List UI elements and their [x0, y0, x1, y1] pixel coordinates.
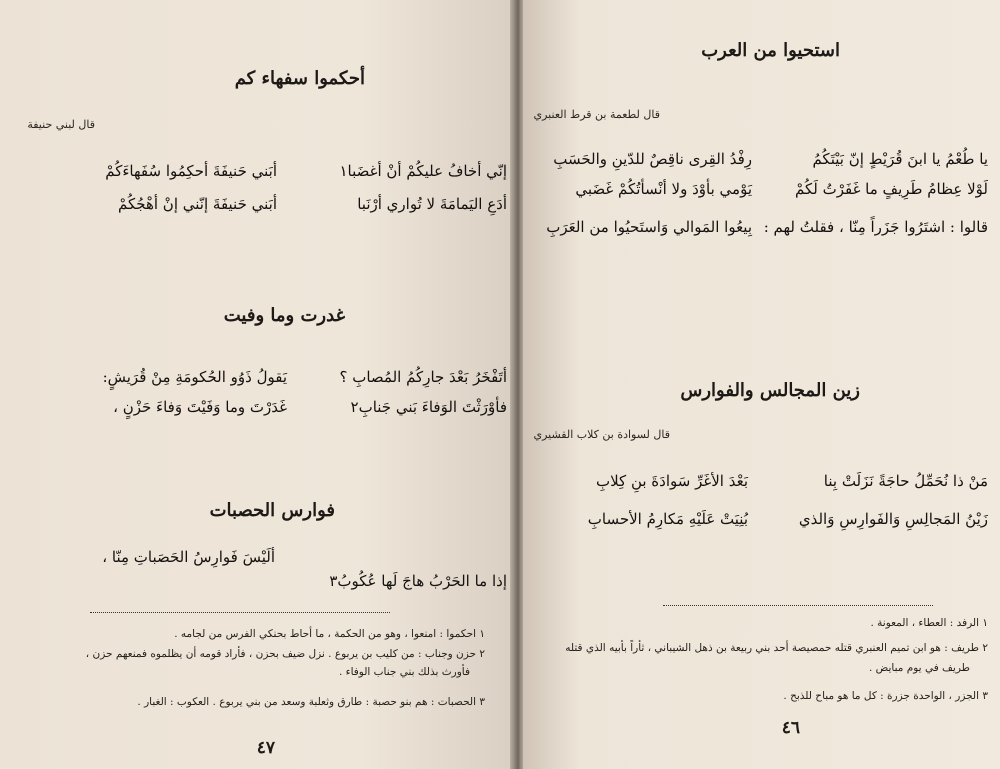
verse-hemistich: يا طُعْمُ يا ابنَ قُرَيْطٍ إنّ بَيْتَكُمُ	[812, 150, 988, 168]
poem-title: زين المجالس والفوارس	[680, 380, 860, 401]
verse-hemistich: إذا ما الحَرْبُ هاجَ لَها عُكُوبُ٣	[329, 572, 507, 590]
verse-hemistich: أبَني حَنيفَةَ أحكِمُوا سُفَهاءَكُمْ	[105, 162, 277, 180]
poem-attribution: قال لبني حنيفة	[27, 118, 95, 131]
verse-hemistich: إنّي أخافُ عليكُمْ أنْ أغضَبا١	[339, 162, 507, 180]
verse-hemistich: مَنْ ذا نُحَمِّلُ حاجَةً نَزَلَتْ بِنا	[823, 472, 988, 490]
footnote: ٢ حزن وجناب : من كليب بن يربوع . نزل ضيف بحزن ، فأراد قومه أن يظلموه فمنعهم حزن ،	[85, 648, 485, 660]
footnote-divider	[90, 612, 390, 613]
verse-hemistich: بُنِيَتْ عَلَيْهِ مَكارِمُ الأحسابِ	[587, 510, 748, 528]
verse-hemistich: أتَفْخَرُ بَعْدَ جارِكُمُ المُصابِ ؟	[339, 368, 507, 386]
footnote: ١ احكموا : امنعوا ، وهو من الحكمة ، ما أحاط بحنكي الفرس من لجامه .	[174, 628, 485, 640]
footnote: ١ الرفد : العطاء ، المعونة .	[870, 617, 988, 629]
poem-attribution: قال لطعمة بن قرط العنبري	[533, 108, 660, 121]
verse-hemistich: لَوْلا عِظامُ طَرِيفٍ ما غَفَرْتُ لَكُمْ	[794, 180, 988, 198]
verse-hemistich: غَدَرْتَ وما وَفَيْتَ وَفاءَ حَزْنٍ ،	[113, 398, 287, 416]
poem-title: أحكموا سفهاء كم	[234, 68, 365, 89]
verse-hemistich: ألَيْسَ فَوارِسُ الحَصَباتِ مِنّا ،	[102, 548, 275, 566]
verse-hemistich: بِيعُوا المَوالي وَاستَحيُوا من العَرَبِ	[546, 218, 752, 236]
poem-attribution: قال لسوادة بن كلاب القشيري	[533, 428, 670, 441]
poem-title: استحيوا من العرب	[701, 40, 840, 61]
verse-hemistich: أدَعِ اليَمامَةَ لا تُواري أرْنَبا	[357, 195, 507, 213]
page-number: ٤٦	[781, 718, 800, 738]
footnote: ٣ الحصبات : هم بنو حصبة : طارق وثعلبة وسعد من بني يربوع . العكوب : الغبار .	[137, 696, 485, 708]
page-number: ٤٧	[256, 738, 275, 758]
verse-hemistich: أبَني حَنيفَةَ إنّني إنْ أهْجُكُمْ	[118, 195, 277, 213]
verse-hemistich: فأوْرَثْتَ الوَفاءَ بَني جَنابِ٢	[350, 398, 507, 416]
footnote: طريف في يوم مبايض .	[868, 662, 970, 674]
poem-title: غدرت وما وفيت	[223, 305, 345, 326]
verse-hemistich: رِفْدُ القِرى ناقِصٌ للدّينِ والحَسَبِ	[553, 150, 752, 168]
verse-hemistich: زَيْنُ المَجالِسِ وَالفَوارِسِ وَالذي	[798, 510, 988, 528]
footnote: فأورث بذلك بني جناب الوفاء .	[338, 666, 470, 678]
footnote: ٣ الجزر ، الواحدة جزرة : كل ما هو مباح للذبح .	[783, 690, 988, 702]
verse-hemistich: بَعْدَ الأغَرِّ سَوادَةَ بنِ كِلابِ	[595, 472, 748, 490]
verse-hemistich: يَقولُ ذَوُو الحُكومَةِ مِنْ قُرَيشٍ:	[102, 368, 287, 386]
right-page	[523, 0, 1000, 769]
verse-hemistich: قالوا : اشتَرُوا جَزَراً مِنّا ، فقلتُ لهم :	[763, 218, 988, 236]
poem-title: فوارس الحصبات	[209, 500, 335, 521]
footnote-divider	[663, 605, 933, 606]
verse-hemistich: يَوْمي بأوْدَ ولا أنْسأتُكُمْ غَضَبي	[575, 180, 752, 198]
footnote: ٢ طريف : هو ابن تميم العنبري قتله حمصيصة أحد بني ربيعة بن ذهل الشيباني ، ثأراً بأبيه الذي قتله	[565, 642, 988, 654]
